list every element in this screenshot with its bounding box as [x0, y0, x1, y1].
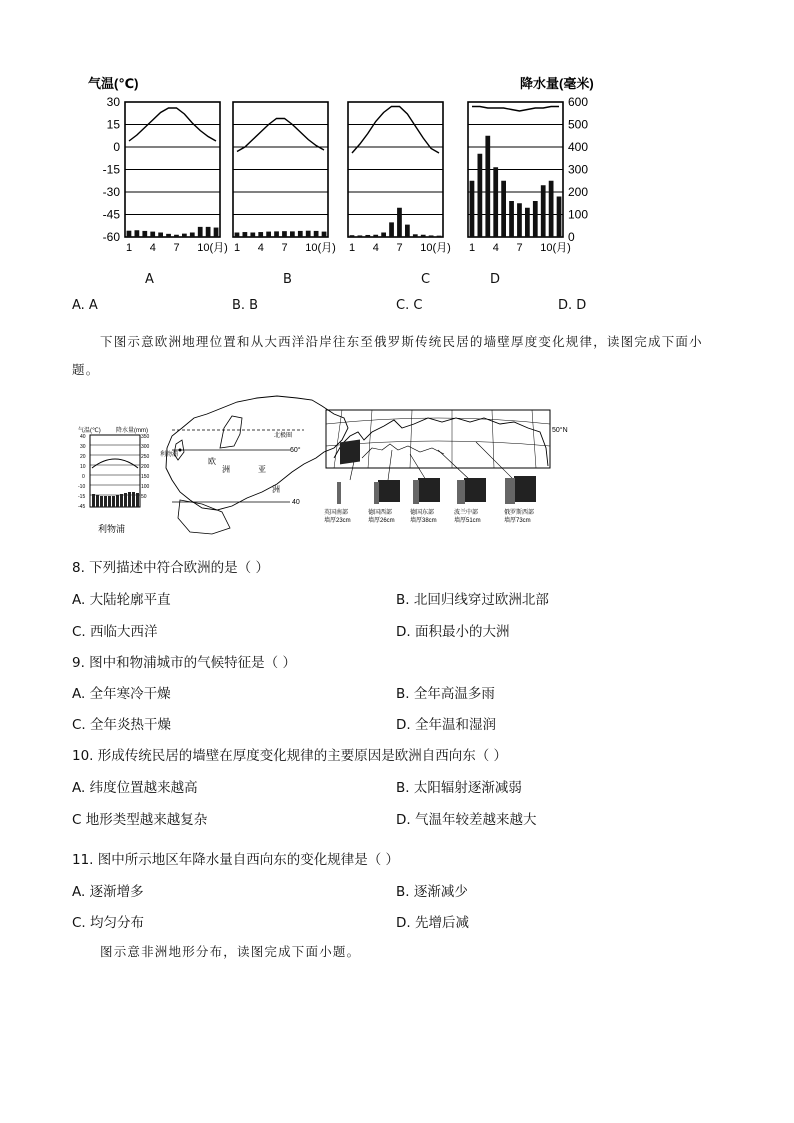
- precip-bar: [485, 136, 490, 237]
- q10-option-c[interactable]: C 地形类型越来越复杂: [72, 812, 208, 828]
- intro-paragraph-africa: 图示意非洲地形分布，读图完成下面小题。: [100, 944, 361, 959]
- mini-ptick-300: 300: [141, 444, 150, 450]
- panel-b: [233, 102, 336, 254]
- panel-label-a: A: [145, 272, 154, 287]
- q9-option-d[interactable]: D. 全年温和湿润: [396, 717, 496, 733]
- temp-tick-label: 15: [106, 117, 120, 132]
- precip-bar: [127, 231, 132, 237]
- precip-bar: [501, 181, 506, 237]
- question-9-stem: 9. 图中和物浦城市的气候特征是（ ）: [72, 655, 296, 671]
- europe-label-zhou: 洲: [222, 465, 230, 474]
- temp-tick-label: 30: [106, 95, 120, 109]
- mini-tick-20: 20: [80, 454, 86, 460]
- liverpool-marker: [179, 449, 182, 452]
- precip-bar: [557, 197, 562, 238]
- liverpool-mini-chart: [78, 426, 150, 534]
- mini-ptick-150: 150: [141, 474, 150, 480]
- precip-bar: [470, 181, 475, 237]
- precip-bar: [509, 201, 514, 237]
- precip-bar: [525, 208, 530, 237]
- month-tick-label: 10(月): [540, 242, 571, 254]
- month-tick-label: 7: [396, 242, 403, 254]
- precip-bar: [350, 235, 355, 237]
- panel-d: [468, 102, 571, 254]
- month-tick-label: 10(月): [420, 242, 451, 254]
- eurasia-map: [160, 396, 348, 534]
- wall-germany-west-thickness: 墙厚26cm: [368, 518, 395, 524]
- month-tick-label: 1: [125, 242, 133, 254]
- wall-samples: [324, 440, 536, 524]
- precip-bar: [158, 233, 163, 238]
- precip-bar: [298, 231, 303, 237]
- precip-bar: [235, 233, 240, 238]
- q10-option-b[interactable]: B. 太阳辐射逐渐减弱: [396, 780, 522, 796]
- west-europe-detail: [362, 444, 444, 458]
- precip-bar: [421, 235, 426, 237]
- month-tick-label: 1: [233, 242, 241, 254]
- q8-option-d[interactable]: D. 面积最小的大洲: [396, 624, 510, 640]
- mini-tick-30: 30: [80, 444, 86, 450]
- precip-bar: [397, 208, 402, 237]
- precip-bar: [142, 231, 147, 237]
- precip-bar: [437, 236, 442, 237]
- precip-bar: [198, 227, 203, 237]
- wall-poland-central: [454, 478, 486, 524]
- precip-bar: [135, 230, 140, 237]
- precip-bar: [533, 201, 538, 237]
- q8-option-b[interactable]: B. 北回归线穿过欧洲北部: [396, 592, 549, 608]
- q8-option-c[interactable]: C. 西临大西洋: [72, 624, 158, 640]
- lat-50n-label: 50°N: [552, 427, 568, 434]
- wall-uk-south-region: 英国南部: [324, 510, 349, 516]
- q7-option-d[interactable]: D. D: [558, 298, 587, 313]
- precip-bar: [274, 231, 279, 237]
- precip-bar: [258, 232, 263, 237]
- precip-bar: [322, 232, 327, 237]
- wall-russia-west-region: 俄罗斯西部: [504, 510, 535, 516]
- mini-ptick-100: 100: [141, 484, 150, 490]
- precip-tick-label: 500: [568, 117, 589, 132]
- mini-tick-10: 10: [80, 464, 86, 470]
- q10-option-a[interactable]: A. 纬度位置越来越高: [72, 780, 198, 796]
- q9-option-b[interactable]: B. 全年高温多雨: [396, 686, 495, 702]
- arctic-circle-label: 北极圈: [274, 433, 293, 439]
- q11-option-c[interactable]: C. 均匀分布: [72, 915, 145, 931]
- chart-panels: [125, 102, 571, 254]
- precip-tick-label: 200: [568, 185, 589, 199]
- q7-option-c[interactable]: C. C: [396, 298, 423, 313]
- precip-tick-label: 600: [568, 95, 589, 109]
- precip-tick-label: 300: [568, 162, 589, 177]
- mini-ptick-350: 350: [141, 434, 150, 440]
- q9-option-a[interactable]: A. 全年寒冷干燥: [72, 686, 171, 702]
- liverpool-map-label: 利物浦: [160, 452, 179, 458]
- climate-chart-figure: [80, 72, 600, 302]
- month-tick-label: 4: [257, 242, 264, 254]
- liverpool-city-label: 利物浦: [98, 524, 126, 534]
- precip-bar: [206, 227, 211, 237]
- precip-bar: [549, 181, 554, 237]
- wall-germany-east-region: 德国东部: [410, 510, 435, 516]
- wall-thickness-map: [326, 410, 568, 480]
- precip-tick-label: 100: [568, 207, 589, 222]
- lat-60-label: 60°: [290, 447, 301, 454]
- q7-option-b[interactable]: B. B: [232, 298, 259, 313]
- panel-label-d: D: [490, 272, 501, 287]
- wall-germany-east-thickness: 墙厚38cm: [410, 518, 437, 524]
- precip-bar: [373, 235, 378, 237]
- wall-germany-west-region: 德国西部: [368, 510, 393, 516]
- q8-option-a[interactable]: A. 大陆轮廓平直: [72, 592, 171, 608]
- precip-bar: [166, 234, 171, 237]
- africa-outline: [178, 500, 230, 534]
- month-tick-label: 10(月): [305, 242, 336, 254]
- asia-label-ya: 亚: [258, 465, 266, 474]
- precip-bar: [282, 231, 287, 237]
- eurasia-outline: [166, 396, 348, 510]
- month-tick-label: 4: [149, 242, 156, 254]
- precip-tick-label: 400: [568, 140, 589, 154]
- precip-bar: [493, 167, 498, 237]
- q7-option-a[interactable]: A. A: [72, 298, 98, 313]
- temp-axis-title: 气温(℃): [88, 76, 139, 91]
- intro-paragraph-europe: 下图示意欧洲地理位置和从大西洋沿岸往东至俄罗斯传统民居的墙壁厚度变化规律，读图完成下面小: [100, 334, 703, 349]
- precip-bar: [365, 235, 370, 237]
- month-tick-label: 4: [492, 242, 499, 254]
- temp-axis-ticks: [103, 95, 121, 244]
- q11-option-d[interactable]: D. 先增后减: [396, 915, 469, 931]
- temp-tick-label: -30: [102, 185, 120, 199]
- precip-bar: [358, 235, 363, 237]
- mini-temp-curve: [92, 459, 138, 468]
- q11-option-a[interactable]: A. 逐渐增多: [72, 884, 144, 900]
- precip-bar: [214, 228, 219, 237]
- temp-tick-label: -60: [102, 230, 120, 244]
- intro-paragraph-europe-cont: 题。: [72, 362, 100, 377]
- wall-russia-west-thickness: 墙厚73cm: [504, 518, 531, 524]
- mini-tick-40: 40: [80, 434, 86, 440]
- wall-uk-south: [324, 440, 360, 524]
- asia-label-zhou: 洲: [272, 485, 280, 494]
- precip-bar: [290, 231, 295, 237]
- precip-bar: [174, 235, 179, 237]
- q10-option-d[interactable]: D. 气温年较差越来越大: [396, 812, 537, 828]
- precip-axis-ticks: [568, 95, 588, 244]
- q9-option-c[interactable]: C. 全年炎热干燥: [72, 717, 172, 733]
- precip-bar: [314, 231, 319, 237]
- precip-bar: [150, 232, 155, 237]
- month-tick-label: 7: [516, 242, 523, 254]
- panel-a: [125, 102, 228, 254]
- precip-bar: [405, 225, 410, 237]
- mini-tick-m15: -15: [78, 494, 86, 500]
- precip-bar: [413, 234, 418, 237]
- precip-bar: [389, 222, 394, 237]
- mini-ptick-250: 250: [141, 454, 150, 460]
- mini-tick-m10: -10: [78, 484, 86, 490]
- temp-tick-label: -45: [102, 207, 120, 222]
- precip-bar: [266, 232, 271, 237]
- wall-poland-central-region: 波兰中部: [454, 510, 479, 516]
- west-europe-coast: [334, 418, 548, 466]
- month-tick-label: 7: [173, 242, 180, 254]
- precip-bar: [517, 203, 522, 237]
- question-10-stem: 10. 形成传统民居的墙壁在厚度变化规律的主要原因是欧洲自西向东（ ）: [72, 748, 508, 764]
- mini-precip-bars: [92, 492, 139, 507]
- panel-label-b: B: [283, 272, 292, 287]
- month-tick-label: 10(月): [197, 242, 228, 254]
- temp-curve: [472, 107, 559, 112]
- mini-temp-title: 气温(℃): [78, 428, 101, 434]
- precip-bar: [541, 185, 546, 237]
- europe-label-ou: 欧: [208, 457, 216, 466]
- month-tick-label: 1: [468, 242, 476, 254]
- lat-40-label: 40: [292, 499, 300, 506]
- month-tick-label: 1: [348, 242, 356, 254]
- question-11-stem: 11. 图中所示地区年降水量自西向东的变化规律是（ ）: [72, 852, 400, 868]
- precip-bar: [182, 234, 187, 237]
- mini-ptick-200: 200: [141, 464, 150, 470]
- month-tick-label: 4: [372, 242, 379, 254]
- wall-uk-south-thickness: 墙厚23cm: [324, 518, 351, 524]
- scandinavia-outline: [220, 416, 242, 448]
- precip-bar: [250, 233, 255, 238]
- panel-c: [348, 102, 451, 254]
- mini-precip-title: 降水量(mm): [116, 428, 148, 434]
- precip-axis-title: 降水量(毫米): [520, 76, 594, 91]
- precip-bar: [429, 235, 434, 237]
- mini-ptick-50: 50: [141, 494, 147, 500]
- europe-map-figure: [72, 388, 572, 538]
- wall-germany-west: [368, 480, 400, 524]
- temp-tick-label: -15: [102, 162, 120, 177]
- wall-germany-east: [410, 478, 440, 524]
- q11-option-b[interactable]: B. 逐渐减少: [396, 884, 468, 900]
- wall-poland-central-thickness: 墙厚51cm: [454, 518, 481, 524]
- temp-curve: [352, 107, 439, 154]
- precip-bar: [478, 154, 483, 237]
- month-tick-label: 7: [281, 242, 288, 254]
- precip-bar: [306, 231, 311, 237]
- panel-label-c: C: [421, 272, 431, 287]
- mini-tick-0: 0: [82, 474, 85, 480]
- question-8-stem: 8. 下列描述中符合欧洲的是（ ）: [72, 560, 269, 576]
- wall-russia-west: [504, 476, 536, 524]
- temp-tick-label: 0: [113, 140, 120, 154]
- precip-bar: [381, 233, 386, 238]
- precip-bar: [190, 233, 195, 238]
- mini-tick-m45: -45: [78, 504, 86, 510]
- precip-tick-label: 0: [568, 230, 575, 244]
- precip-bar: [243, 232, 248, 237]
